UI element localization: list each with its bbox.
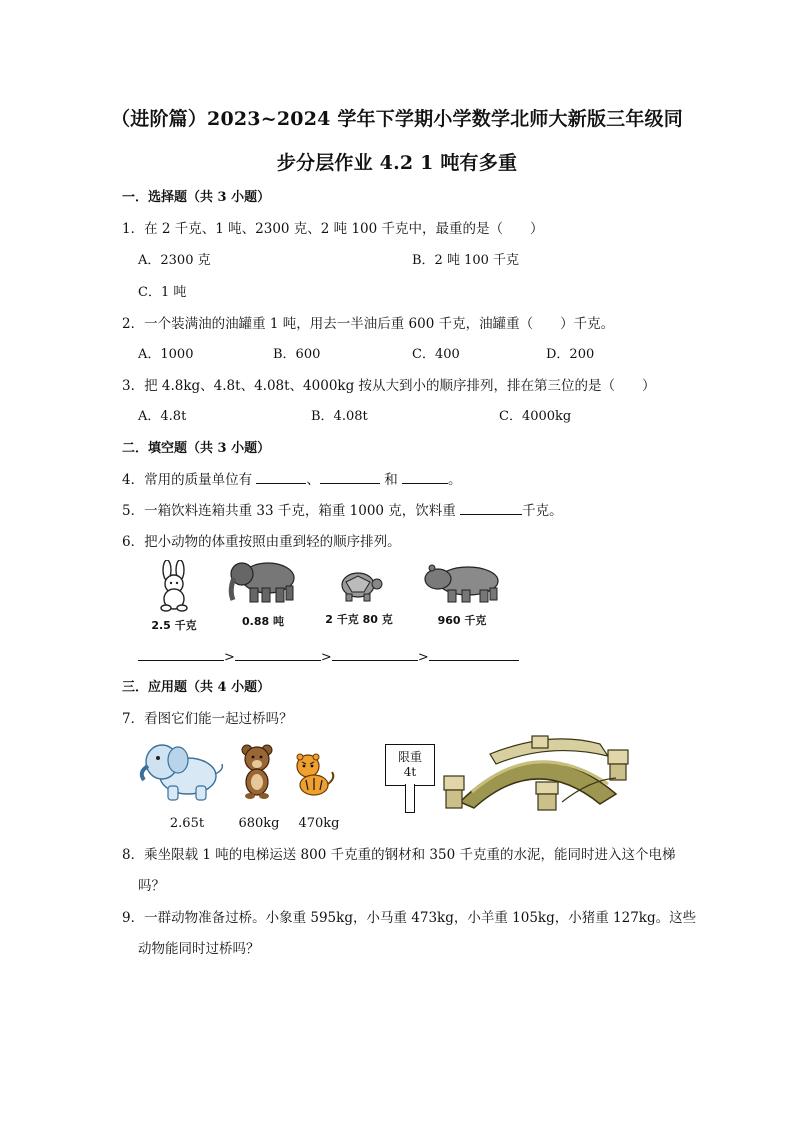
question-3: 3．把 4.8kg、4.8t、4.08t、4000kg 按从大到小的顺序排列，排在第三位的是（ ）: [122, 378, 656, 394]
hippo-icon: [422, 560, 504, 604]
q1-option-a: A．2300 克: [138, 253, 211, 268]
q4-blank-1[interactable]: [256, 469, 306, 484]
bridge-icon: [440, 732, 634, 812]
tiger-icon: [292, 752, 336, 798]
order-blank-4[interactable]: [429, 644, 519, 661]
question-6: 6．把小动物的体重按照由重到轻的顺序排列。: [122, 534, 401, 550]
q4-sep-2: 和: [384, 472, 398, 488]
q4-end: 。: [447, 472, 462, 488]
section-heading-application: 三．应用题（共 4 小题）: [122, 680, 271, 695]
elephant-weight-label: 0.88 吨: [242, 615, 284, 628]
q5-end: 千克。: [522, 503, 563, 519]
q2-option-a: A．1000: [138, 347, 194, 362]
ordering-chain: [138, 644, 519, 665]
q1-option-c: C．1 吨: [138, 285, 187, 300]
sign-text-line1: 限重: [397, 750, 422, 764]
section-heading-fill: 二．填空题（共 3 小题）: [122, 441, 271, 456]
page-title-line1: （进阶篇）2023~2024 学年下学期小学数学北师大新版三年级同: [111, 108, 683, 130]
bear-icon: [240, 744, 274, 800]
q2-option-b: B．600: [273, 347, 321, 362]
rabbit-icon: [152, 560, 196, 612]
question-4: [122, 468, 461, 488]
q3-option-b: B．4.08t: [311, 409, 368, 424]
order-blank-2[interactable]: [235, 644, 321, 661]
bear-weight-label: 680kg: [238, 816, 280, 831]
elephant-weight-label: 2.65t: [169, 816, 205, 831]
question-9-line2: 动物能同时过桥吗？: [138, 941, 260, 957]
order-blank-1[interactable]: [138, 644, 224, 661]
q3-option-a: A．4.8t: [138, 409, 187, 424]
question-5: [122, 499, 563, 519]
tiger-weight-label: 470kg: [298, 816, 340, 831]
question-8-line1: 8．乘坐限载 1 吨的电梯运送 800 千克重的钢材和 350 千克重的水泥，能同时进入这个电梯: [122, 847, 676, 863]
gt-sign-1: >: [224, 650, 235, 665]
q4-blank-2[interactable]: [320, 469, 380, 484]
question-8-line2: 吗？: [138, 878, 165, 894]
sign-post: [405, 784, 415, 813]
page-title-line2: 步分层作业 4.2 1 吨有多重: [276, 152, 518, 174]
q4-blank-3[interactable]: [402, 469, 448, 484]
section-heading-choice: 一．选择题（共 3 小题）: [122, 190, 271, 205]
gt-sign-3: >: [417, 650, 429, 665]
sign-text-line2: 4t: [403, 765, 417, 779]
elephant-icon: [138, 740, 226, 802]
rabbit-weight-label: 2.5 千克: [151, 619, 197, 632]
gt-sign-2: >: [320, 650, 332, 665]
q2-option-d: D．200: [546, 347, 595, 362]
turtle-weight-label: 2 千克 80 克: [325, 613, 393, 626]
hippo-weight-label: 960 千克: [437, 614, 487, 627]
q3-option-c: C．4000kg: [499, 409, 572, 424]
weight-limit-sign: [385, 744, 435, 786]
question-2: 2．一个装满油的油罐重 1 吨，用去一半油后重 600 千克，油罐重（ ）千克。: [122, 316, 615, 332]
q4-prefix: 4．常用的质量单位有: [122, 472, 253, 488]
q1-option-b: B．2 吨 100 千克: [412, 253, 520, 268]
elephant-icon: [226, 558, 300, 604]
order-blank-3[interactable]: [332, 644, 418, 661]
question-7: 7．看图它们能一起过桥吗？: [122, 711, 293, 727]
question-9-line1: 9．一群动物准备过桥。小象重 595kg，小马重 473kg，小羊重 105kg，小猪重 127kg。这些: [122, 910, 697, 926]
q4-sep-1: 、: [306, 472, 320, 488]
q5-blank[interactable]: [460, 500, 522, 515]
question-1: 1．在 2 千克、1 吨、2300 克、2 吨 100 千克中，最重的是（ ）: [122, 221, 544, 237]
turtle-icon: [334, 568, 384, 604]
q2-option-c: C．400: [412, 347, 460, 362]
q5-prefix: 5．一箱饮料连箱共重 33 千克，箱重 1000 克，饮料重: [122, 503, 456, 519]
